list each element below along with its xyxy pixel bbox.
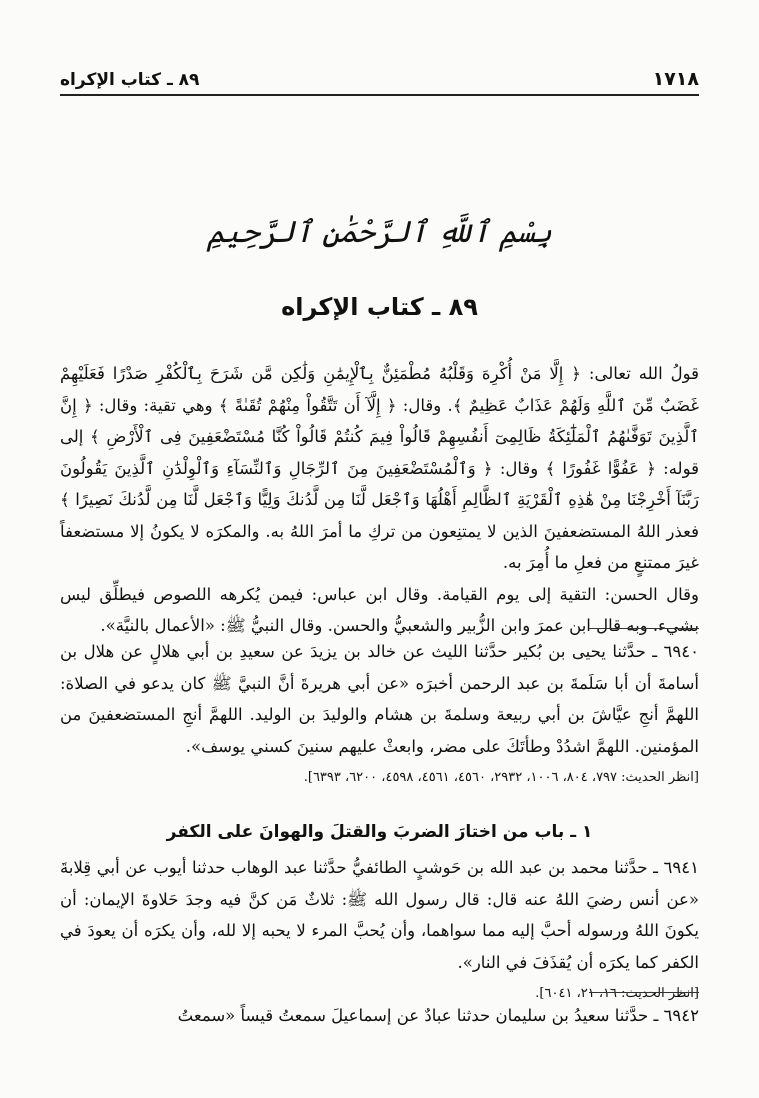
chapter-title: ٨٩ ـ كتاب الإكراه bbox=[281, 293, 478, 321]
intro-paragraph-1: قولُ الله تعالى: ﴿ إِلَّا مَنْ أُكْرِهَ وَقَلْبُهُ مُطْمَئِنٌّ بِٱلْإِيمَٰنِ وَلَٰكِن مَّن شَرَحَ بِٱلْكُفْرِ صَدْرًا فَعَلَيْهِمْ غَضَبٌ مِّنَ ٱللَّهِ وَلَهُمْ عَذَابٌ عَظِيمٌ ﴾. وقال: ﴿ إِلَّآ أَن تَتَّقُواْ مِنْهُمْ تُقَىٰةً ﴾ وهي تقية: وقال: ﴿ إِنَّ ٱلَّذِينَ تَوَفَّىٰهُمُ ٱلْمَلَٰٓئِكَةُ ظَالِمِىٓ أَنفُسِهِمْ قَالُواْ فِيمَ كُنتُمْ قَالُواْ كُنَّا مُسْتَضْعَفِينَ فِى ٱلْأَرْضِ ﴾ إلى قوله: ﴿ عَفُوًّا غَفُورًا ﴾ وقال: ﴿ وَٱلْمُسْتَضْعَفِينَ مِنَ ٱلرِّجَالِ وَٱلنِّسَآءِ وَٱلْوِلْدَٰنِ ٱلَّذِينَ يَقُولُونَ رَبَّنَآ أَخْرِجْنَا مِنْ هَٰذِهِ ٱلْقَرْيَةِ ٱلظَّالِمِ أَهْلُهَا وَٱجْعَل لَّنَا مِن لَّدُنكَ وَلِيًّا وَٱجْعَل لَّنَا مِن لَّدُنكَ نَصِيرًا ﴾ فعذر اللهُ المستضعفينَ الذين لا يمتنِعون من تركِ ما أمرَ اللهُ به. والمكرَه لا يكونُ إلا مستضعفاً غيرَ ممتنعٍ من فعلِ ما أُمِرَ به. bbox=[60, 364, 699, 572]
page-number: ١٧١٨ bbox=[652, 68, 699, 90]
hadith-text: ٦٩٤١ ـ حدَّثنا محمد بن عبد الله بن حَوشبٍ الطائفيُّ حدَّثنا عبد الوهاب حدثنا أيوب عن أبي قِلابةَ «عن أنس رضيَ اللهُ عنه قال: قال رسول الله ﷺ: ثلاثٌ مَن كنَّ فيه وجدَ حَلاوةَ الإيمان: أن يكونَ اللهُ ورسوله أحبَّ إليه مما سواهما، وأن يُحبَّ المرء لا يحبه إلا لله، وأن يكرَه أن يعودَ في الكفر كما يكرَه أن يُقذَفَ في النار». bbox=[60, 858, 699, 972]
hadith-text: ٦٩٤٠ ـ حدَّثنا يحيى بن بُكير حدَّثنا الليث عن خالد بن يزيدَ عن سعيدِ بن أبي هلالٍ عن هلال بن أسامةَ أن أبا سَلَمةَ بن عبد الرحمن أخبرَه «عن أبي هريرةَ أنَّ النبيَّ ﷺ كان يدعو في الصلاة: اللهمَّ أنجِ عيَّاشَ بن أبي ربيعة وسلمةَ بن هشام والوليدَ بن الوليد. اللهمَّ أنجِ المستضعفينَ من المؤمنين. اللهمَّ اشدُدْ وطأتَكَ على مضر، وابعثْ عليهم سنينَ كسني يوسف». bbox=[60, 642, 699, 756]
hadith-reference: [انظر الحديث: ١٦، ٢١، ٦٠٤١]. bbox=[535, 986, 699, 1001]
divider bbox=[589, 628, 699, 629]
basmala: بِسْمِ ٱللَّهِ ٱلرَّحْمَٰنِ ٱلرَّحِيمِ bbox=[206, 215, 552, 250]
divider bbox=[589, 992, 699, 993]
running-title: ٨٩ ـ كتاب الإكراه bbox=[60, 70, 200, 90]
page-header bbox=[60, 62, 699, 96]
hadith-6942 bbox=[60, 1000, 699, 1032]
hadith-reference: [انظر الحديث: ٧٩٧، ٨٠٤، ١٠٠٦، ٢٩٣٢، ٤٥٦٠، ٤٥٦١، ٤٥٩٨، ٦٢٠٠، ٦٣٩٣]. bbox=[303, 770, 699, 785]
hadith-text: ٦٩٤٢ ـ حدَّثنا سعيدُ بن سليمان حدثنا عبادٌ عن إسماعيلَ سمعتُ قيساً «سمعتُ bbox=[177, 1006, 699, 1025]
hadith-6940 bbox=[60, 636, 699, 794]
bab-heading: ١ ـ باب من اختارَ الضربَ والقتلَ والهوانَ على الكفر bbox=[166, 822, 593, 842]
chapter-intro bbox=[60, 358, 699, 642]
hadith-6941 bbox=[60, 852, 699, 1010]
intro-paragraph-2: وقال الحسن: التقية إلى يوم القيامة. وقال ابن عباس: فيمن يُكرهه اللصوص فيطلِّق ليس بشيء. وبه قال ابن عمرَ وابن الزُّبير والشعبيُّ والحسن. وقال النبيُّ ﷺ: «الأعمال بالنيَّة». bbox=[60, 584, 699, 635]
